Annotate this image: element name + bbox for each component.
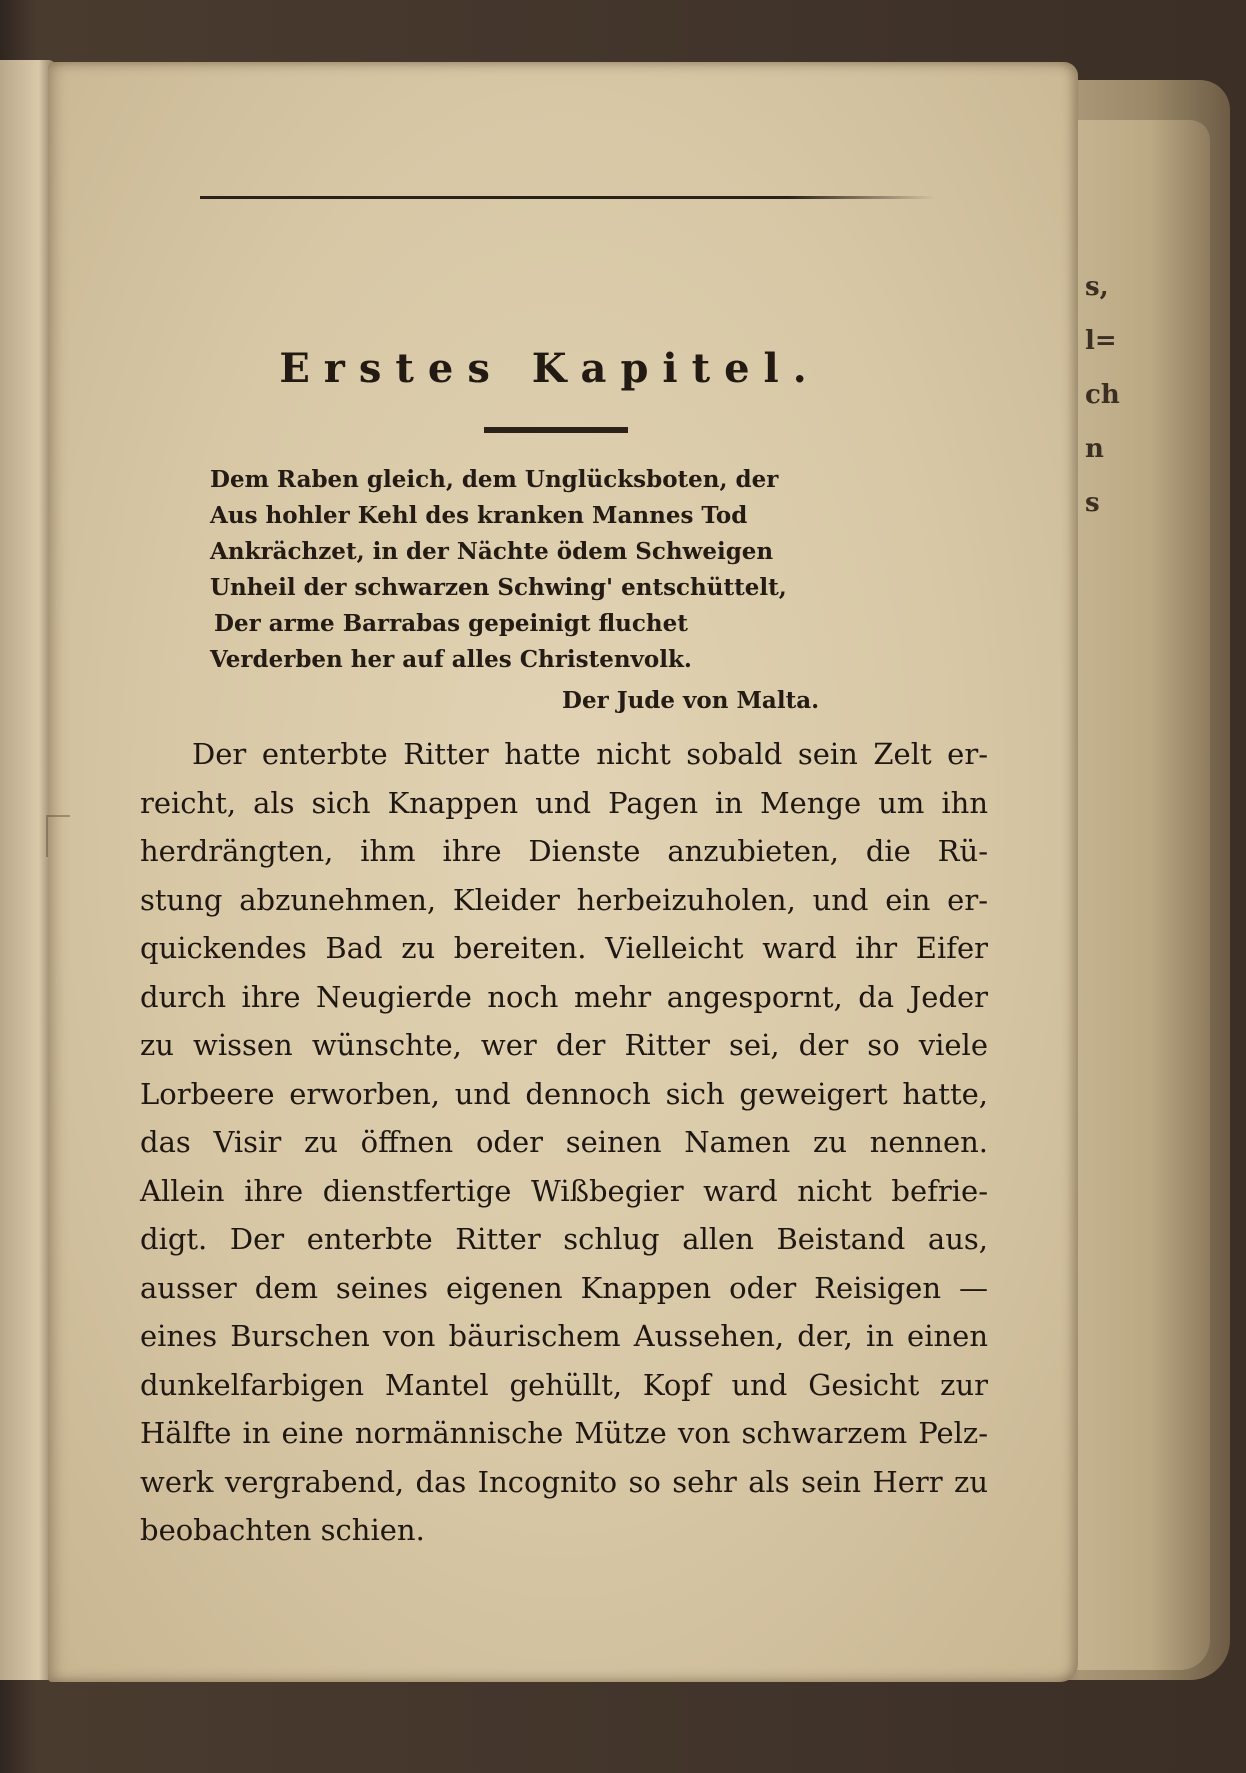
body-line: Hälfte in eine normännische Mütze von schwarzem Pelz- [140, 1416, 988, 1450]
body-line: das Visir zu öffnen oder seinen Namen zu nennen. [140, 1125, 988, 1159]
body-line: beobachten schien. [140, 1513, 425, 1547]
header-rule [200, 196, 935, 199]
body-line: ausser dem seines eigenen Knappen oder Reisigen — [140, 1270, 988, 1305]
body-line: quickendes Bad zu bereiten. Vielleicht ward ihr Eifer [140, 931, 988, 965]
epigraph [210, 462, 850, 678]
epigraph-line: Dem Raben gleich, dem Unglücksboten, der [210, 466, 779, 493]
epigraph-line: Unheil der schwarzen Schwing' entschüttelt, [210, 574, 787, 601]
body-line: Der enterbte Ritter hatte nicht sobald sein Zelt er- [192, 737, 988, 771]
body-text [140, 730, 988, 1555]
epigraph-line: Verderben her auf alles Christenvolk. [210, 646, 692, 673]
body-line: werk vergrabend, das Incognito so sehr als sein Herr zu [140, 1464, 988, 1499]
body-line: reicht, als sich Knappen und Pagen in Menge um ihn [140, 785, 988, 820]
chapter-title: Erstes Kapitel. [279, 345, 821, 392]
epigraph-attribution: Der Jude von Malta. [562, 687, 820, 714]
facing-page-edge [0, 60, 55, 1680]
epigraph-line: Aus hohler Kehl des kranken Mannes Tod [210, 502, 748, 529]
body-line: stung abzunehmen, Kleider herbeizuholen, und ein er- [140, 882, 988, 917]
body-line: durch ihre Neugierde noch mehr angespornt, da Jeder [140, 979, 988, 1014]
body-line: zu wissen wünschte, wer der Ritter sei, der so viele [140, 1028, 988, 1062]
title-rule [484, 427, 628, 433]
body-line: Lorbeere erworben, und dennoch sich geweigert hatte, [140, 1076, 988, 1111]
next-page-edge-text: s, l= ch n s [1085, 272, 1120, 518]
body-line: herdrängten, ihm ihre Dienste anzubieten, die Rü- [140, 834, 988, 868]
epigraph-line: Ankrächzet, in der Nächte ödem Schweigen [210, 538, 774, 565]
margin-mark [46, 815, 70, 857]
body-line: eines Burschen von bäurischem Aussehen, der, in einen [140, 1319, 988, 1353]
body-line: dunkelfarbigen Mantel gehüllt, Kopf und Gesicht zur [140, 1367, 988, 1402]
body-line: Allein ihre dienstfertige Wißbegier ward nicht befrie- [140, 1173, 988, 1208]
body-line: digt. Der enterbte Ritter schlug allen Beistand aus, [140, 1222, 988, 1256]
epigraph-line: Der arme Barrabas gepeinigt fluchet [214, 610, 688, 637]
